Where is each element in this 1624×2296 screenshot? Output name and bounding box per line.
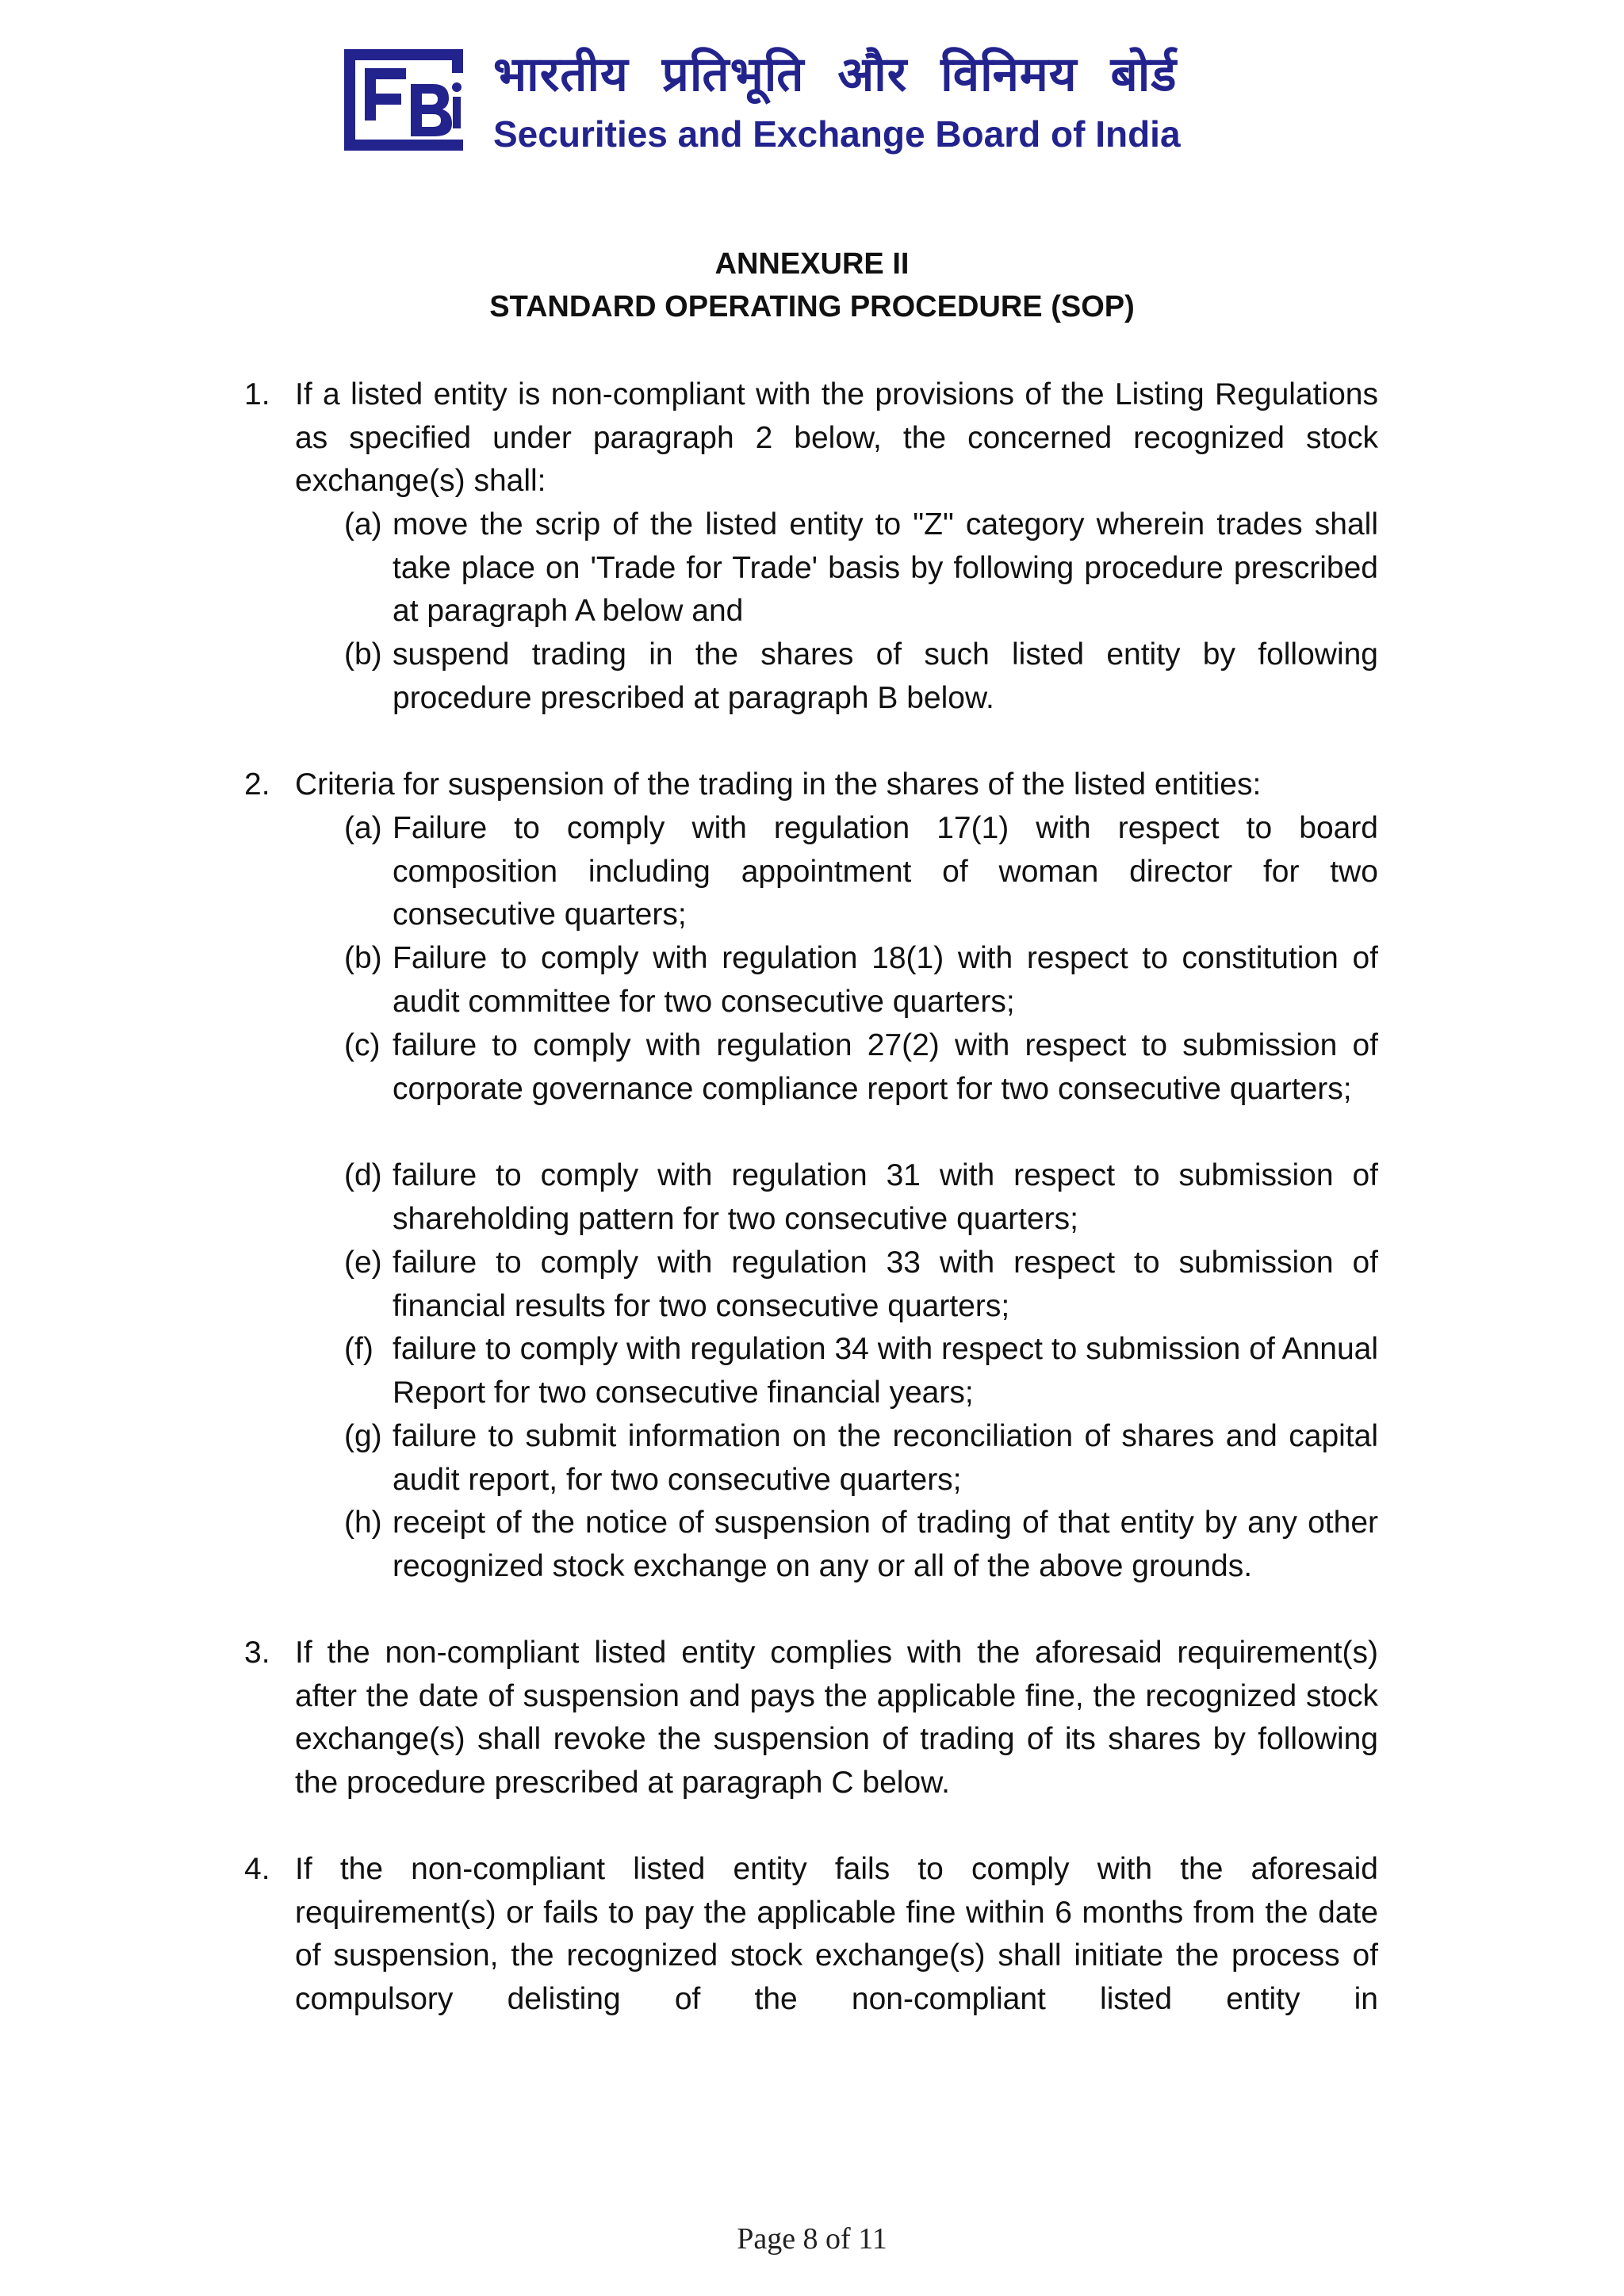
item-number: 3. xyxy=(244,1636,270,1670)
item-number: 2. xyxy=(244,767,270,802)
document-title: STANDARD OPERATING PROCEDURE (SOP) xyxy=(489,290,1135,323)
sub-item-text: failure to comply with regulation 27(2) with respect to submission of corporate governance compliance report for two consecutive quarters; xyxy=(393,1028,1378,1106)
sub-item-text: failure to comply with regulation 33 with respect to submission of financial results for two consecutive quarters; xyxy=(393,1246,1378,1323)
sub-item-text: Failure to comply with regulation 17(1) with respect to board composition including appointment of woman director for two consecutive quarters; xyxy=(393,811,1378,932)
annexure-heading: ANNEXURE II xyxy=(714,247,910,281)
sub-item-text: move the scrip of the listed entity to "Z" category wherein trades shall take place on 'Trade for Trade' basis by following procedure prescribed at paragraph A below and xyxy=(393,507,1378,629)
item-text: Criteria for suspension of the trading in the shares of the listed entities: xyxy=(295,767,1262,802)
sub-item-label: (b) xyxy=(344,941,382,975)
item-text: If the non-compliant listed entity complies with the aforesaid requirement(s) after the date of suspension and pays the applicable fine, the recognized stock exchange(s) shall revoke the suspension of trading of its shares by following the procedure prescribed at paragraph C below. xyxy=(295,1636,1378,1800)
sub-item-text: failure to comply with regulation 34 with respect to submission of Annual Report for two consecutive financial years; xyxy=(393,1332,1378,1410)
sub-item-label: (e) xyxy=(344,1246,382,1280)
sub-item-label: (d) xyxy=(344,1158,382,1192)
sub-item-text: suspend trading in the shares of such listed entity by following procedure prescribed at paragraph B below. xyxy=(393,637,1378,715)
sub-item-label: (a) xyxy=(344,811,382,845)
sub-item-text: failure to comply with regulation 31 with respect to submission of shareholding pattern for two consecutive quarters; xyxy=(393,1158,1378,1236)
letterhead xyxy=(344,46,1296,157)
sub-item-label: (g) xyxy=(344,1419,382,1453)
sub-item-label: (c) xyxy=(344,1028,381,1062)
sub-item-label: (f) xyxy=(344,1332,373,1366)
item-number: 1. xyxy=(244,377,270,411)
page-number: Page 8 of 11 xyxy=(737,2222,887,2256)
item-text: If a listed entity is non-compliant with the provisions of the Listing Regulations as specified under paragraph 2 below, the concerned recognized stock exchange(s) shall: xyxy=(295,377,1378,499)
item-number: 4. xyxy=(244,1852,270,1886)
sub-item-label: (h) xyxy=(344,1506,382,1540)
sub-item-label: (b) xyxy=(344,637,382,672)
sebi-logo-icon xyxy=(344,49,463,151)
item-text: If the non-compliant listed entity fails to comply with the aforesaid requirement(s) or fails to pay the applicable fine within 6 months from the date of suspension, the recognized stock exchange(s) shall initiate the process of compulsory delisting of the non-compliant listed entity in xyxy=(295,1852,1378,2017)
english-title: Securities and Exchange Board of India xyxy=(493,113,1181,155)
sub-item-text: failure to submit information on the reconciliation of shares and capital audit report, for two consecutive quarters; xyxy=(393,1419,1378,1497)
sub-item-text: receipt of the notice of suspension of trading of that entity by any other recognized stock exchange on any or all of the above grounds. xyxy=(393,1506,1378,1583)
sub-item-text: Failure to comply with regulation 18(1) with respect to constitution of audit committee for two consecutive quarters; xyxy=(393,941,1378,1019)
hindi-title: भारतीय प्रतिभूति और विनिमय बोर्ड xyxy=(493,47,1178,102)
sub-item-label: (a) xyxy=(344,507,382,541)
